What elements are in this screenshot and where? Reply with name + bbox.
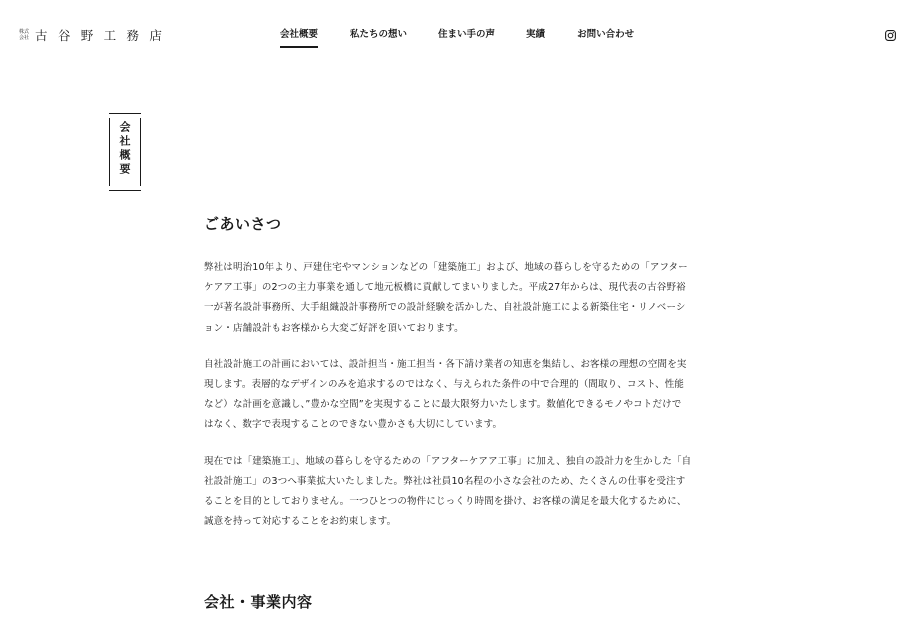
nav-item-contact[interactable]: お問い合わせ bbox=[577, 29, 635, 40]
section-label bbox=[109, 113, 141, 191]
instagram-icon[interactable] bbox=[885, 26, 896, 37]
nav-item-company[interactable]: 会社概要 bbox=[280, 26, 318, 40]
main-content bbox=[204, 213, 716, 612]
logo-mark-line2: 会社 bbox=[19, 35, 30, 41]
greeting-paragraph-2: 自社設計施工の計画においては、設計担当・施工担当・各下請け業者の知恵を集結し、お客様の理想の空間を実 現します。表層的なデザインのみを追求するのではなく、与えられた条件の中で合理的（間取り、コスト、性能 など）な計画を意識し、”豊かな空間”を実現することに最大限努力いたします。数値化できるモノやコトだけで はなく、数字で表現することのできない豊かさも大切にしています。 bbox=[204, 358, 687, 431]
greeting-paragraph-1: 弊社は明治10年より、戸建住宅やマンションなどの「建築施工」および、地域の暮らしを守るための「アフター ケアア工事」の2つの主力事業を通して地元板橋に貢献してまいりました。平成27年からは、現代表の古谷野裕 一が著名設計事務所、大手組織設計事務所での設計経験を活かした、自社設計施工による新築住宅・リノベーシ ョン・店舗設計もお客様から大変ご好評を頂いております。 bbox=[204, 262, 688, 334]
nav-item-voices[interactable]: 住まい手の声 bbox=[438, 29, 496, 40]
site-logo[interactable] bbox=[19, 26, 165, 44]
nav-item-works[interactable]: 実績 bbox=[526, 29, 546, 40]
nav-item-thoughts[interactable]: 私たちの想い bbox=[350, 29, 408, 40]
greeting-paragraph-3: 現在では「建築施工」、地域の暮らしを守るための「アフターケアア工事」に加え、独自の設計力を生かした「自 社設計施工」の3つへ事業拡大いたしました。弊社は社員10名程の小さな会社のため、たくさんの仕事を受注す ることを目的としておりません。一つひとつの物件にじっくり時間を掛け、お客様の満足を最大化するために、 誠意を持って対応することをお約束します。 bbox=[204, 455, 692, 528]
greeting-heading: ごあいさつ bbox=[204, 215, 282, 233]
logo-name: 古 谷 野 工 務 店 bbox=[35, 28, 166, 43]
logo-mark-line1: 株式 bbox=[19, 29, 30, 35]
company-heading: 会社・事業内容 bbox=[204, 593, 313, 612]
logo-mark bbox=[19, 29, 29, 41]
section-label-text: 会社概要 bbox=[118, 121, 131, 177]
main-nav bbox=[280, 26, 634, 40]
